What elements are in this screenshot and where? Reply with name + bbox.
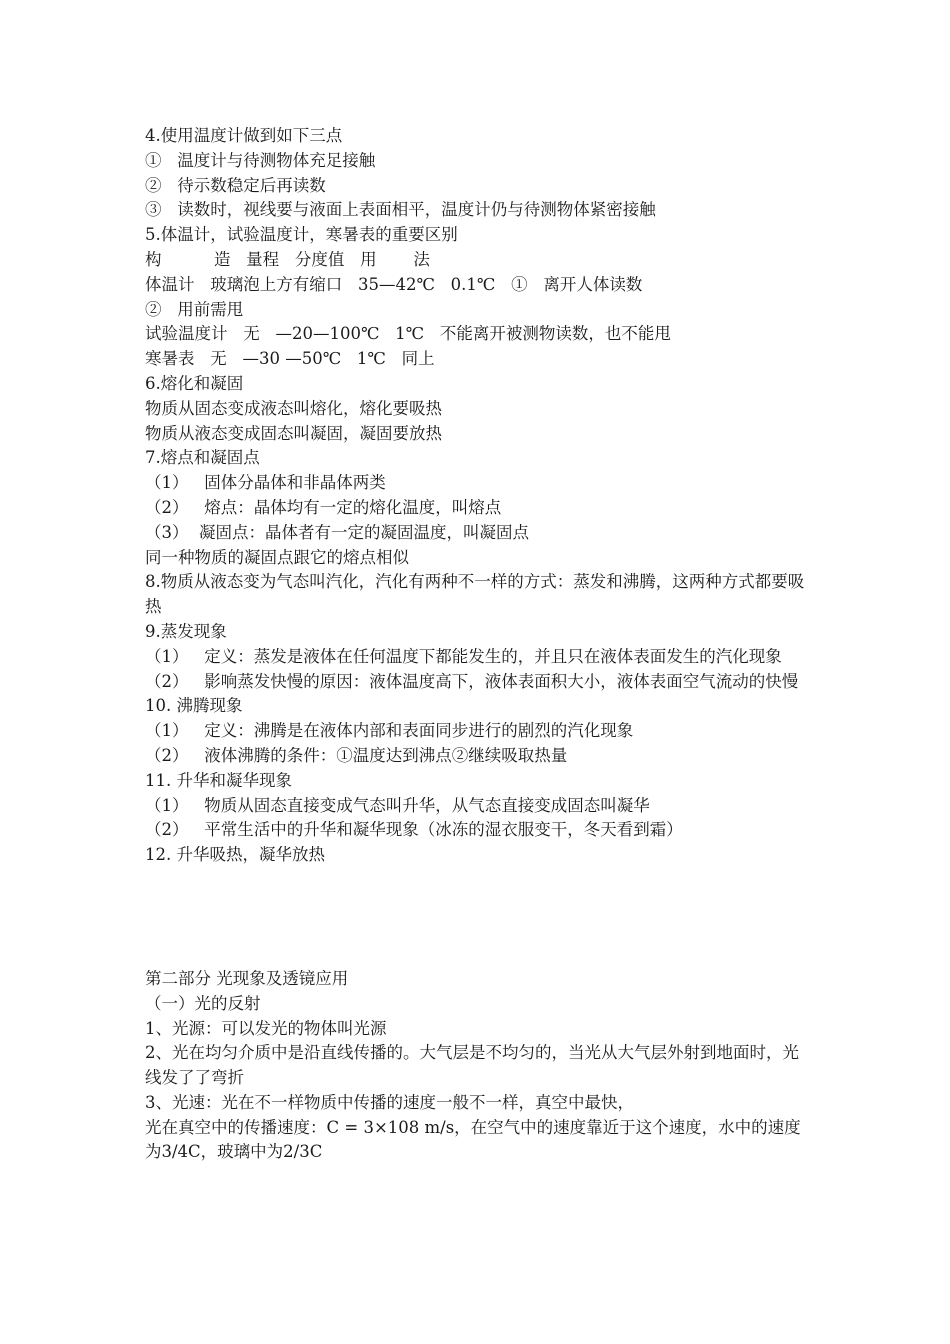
text-line: （2） 影响蒸发快慢的原因：液体温度高下，液体表面积大小，液体表面空气流动的快慢 [145, 671, 799, 691]
document-body [145, 124, 813, 1165]
text-line: （1） 物质从固态直接变成气态叫升华，从气态直接变成固态叫凝华 [145, 795, 650, 815]
text-line: 6.熔化和凝固 [145, 373, 244, 393]
section-gap [145, 868, 813, 967]
text-line: （3） 凝固点：晶体者有一定的凝固温度，叫凝固点 [145, 522, 529, 542]
text-line: （1） 固体分晶体和非晶体两类 [145, 473, 386, 493]
text-line: 11. 升华和凝华现象 [145, 770, 292, 790]
text-line: ① 温度计与待测物体充足接触 [145, 150, 376, 170]
text-line: 12. 升华吸热，凝华放热 [145, 845, 325, 865]
text-line: 1、光源：可以发光的物体叫光源 [145, 1018, 387, 1038]
text-line: ③ 读数时，视线要与液面上表面相平，温度计仍与待测物体紧密接触 [145, 200, 656, 220]
text-line: 试验温度计 无 —20—100℃ 1℃ 不能离开被测物读数，也不能甩 [145, 324, 671, 344]
text-line: （一）光的反射 [145, 993, 261, 1013]
text-line: 构 造 量程 分度值 用 法 [145, 249, 430, 269]
text-line: 5.体温计，试验温度计，寒暑表的重要区别 [145, 225, 458, 245]
text-line: ② 用前需甩 [145, 299, 244, 319]
text-line: 光在真空中的传播速度：C = 3×108 m/s，在空气中的速度靠近于这个速度，水中的速度为3/4C，玻璃中为2/3C [145, 1117, 801, 1162]
text-line: 第二部分 光现象及透镜应用 [145, 968, 349, 988]
text-line: 同一种物质的凝固点跟它的熔点相似 [145, 547, 409, 567]
text-line: 3、光速：光在不一样物质中传播的速度一般不一样，真空中最快， [145, 1092, 634, 1112]
text-line: 10. 沸腾现象 [145, 696, 243, 716]
text-line: （1） 定义：蒸发是液体在任何温度下都能发生的，并且只在液体表面发生的汽化现象 [145, 646, 782, 666]
text-line: 4.使用温度计做到如下三点 [145, 126, 343, 145]
text-line: 物质从固态变成液态叫熔化，熔化要吸热 [145, 398, 442, 418]
text-line: （2） 平常生活中的升华和凝华现象（冰冻的湿衣服变干，冬天看到霜） [145, 820, 683, 840]
text-line: （1） 定义：沸腾是在液体内部和表面同步进行的剧烈的汽化现象 [145, 721, 634, 741]
section-thermometer-and-phase-change [145, 124, 813, 868]
section-light-phenomena [145, 967, 813, 1165]
text-line: （2） 熔点：晶体均有一定的熔化温度，叫熔点 [145, 497, 502, 517]
text-line: （2） 液体沸腾的条件：①温度达到沸点②继续吸取热量 [145, 745, 568, 765]
text-line: 寒暑表 无 —30 —50℃ 1℃ 同上 [145, 349, 435, 369]
text-line: 8.物质从液态变为气态叫汽化，汽化有两种不一样的方式：蒸发和沸腾，这两种方式都要吸热 [145, 572, 805, 617]
text-line: 7.熔点和凝固点 [145, 448, 260, 468]
text-line: 2、光在均匀介质中是沿直线传播的。大气层是不均匀的，当光从大气层外射到地面时，光线发了了弯折 [145, 1043, 799, 1088]
text-line: 9.蒸发现象 [145, 621, 227, 641]
text-line: ② 待示数稳定后再读数 [145, 175, 326, 195]
text-line: 物质从液态变成固态叫凝固，凝固要放热 [145, 423, 442, 443]
text-line: 体温计 玻璃泡上方有缩口 35—42℃ 0.1℃ ① 离开人体读数 [145, 274, 643, 294]
